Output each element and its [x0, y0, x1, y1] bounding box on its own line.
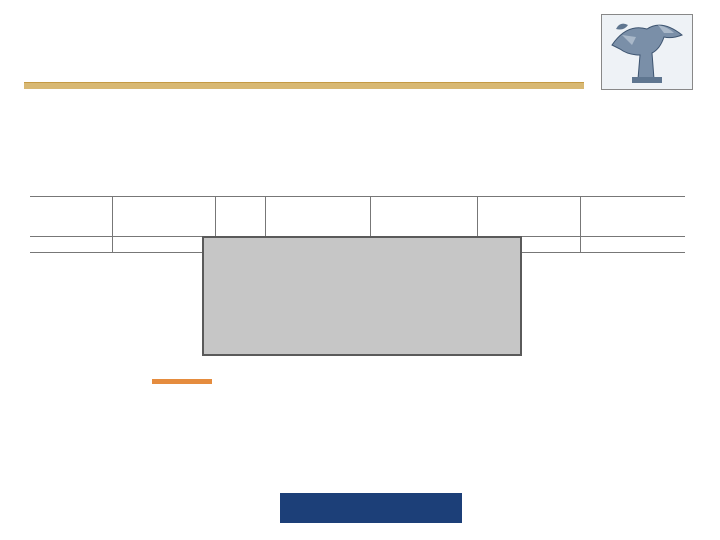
highlight-underline: [152, 379, 212, 384]
col-divider: [580, 196, 581, 252]
census-bureau-logo: [280, 493, 462, 523]
summary-callout-box: [202, 236, 522, 356]
title-rule: [24, 82, 584, 89]
header-top-rule: [30, 196, 685, 197]
col-divider: [112, 196, 113, 252]
eagle-seal-logo: [601, 14, 693, 90]
